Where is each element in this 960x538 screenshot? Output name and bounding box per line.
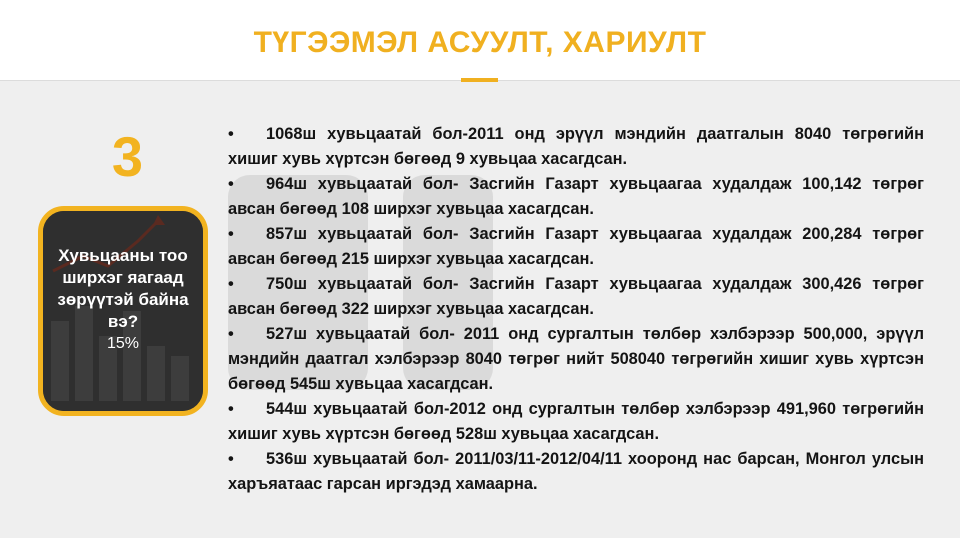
bullet-icon: • [228,325,234,343]
list-item [228,172,924,222]
bullet-icon: • [228,125,234,143]
question-card [38,206,208,416]
header-bar [0,0,960,81]
list-item [228,222,924,272]
bullet-icon: • [228,275,234,293]
answer-text: 536ш хувьцаатай бол- 2011/03/11-2012/04/11 хооронд нас барсан, Монгол улсын харъяатаас гарсан иргэдэд хамаарна. [228,450,924,493]
bullet-icon: • [228,175,234,193]
answer-text: 857ш хувьцаатай бол- Засгийн Газарт хувьцаагаа худалдаж 200,284 төгрөг авсан бөгөөд 215 ширхэг хувьцаа хасагдсан. [228,225,924,268]
list-item [228,272,924,322]
answer-list [228,122,924,497]
answer-text: 527ш хувьцаатай бол- 2011 онд сургалтын төлбөр хэлбэрээр 500,000, эрүүл мэндийн даатгал хэлбэрээр 8040 төгрөг нийт 508040 төгрөгийн хишиг хувь хүртсэн бөгөөд 545ш хувьцаа хасагдсан. [228,325,924,393]
question-text: Хувьцааны тоо ширхэг яагаад зөрүүтэй байна вэ? [57,246,189,331]
answer-text: 964ш хувьцаатай бол- Засгийн Газарт хувьцаагаа худалдаж 100,142 төгрөг авсан бөгөөд 108 ширхэг хувьцаа хасагдсан. [228,175,924,218]
answer-text: 750ш хувьцаатай бол- Засгийн Газарт хувьцаагаа худалдаж 300,426 төгрөг авсан бөгөөд 322 ширхэг хувьцаа хасагдсан. [228,275,924,318]
question-number: 3 [111,125,144,188]
page-title: ТҮГЭЭМЭЛ АСУУЛТ, ХАРИУЛТ [253,26,707,59]
bullet-icon: • [228,400,234,418]
bullet-icon: • [228,225,234,243]
question-percent: 15% [106,335,140,352]
list-item [228,397,924,447]
answer-text: 544ш хувьцаатай бол-2012 онд сургалтын төлбөр хэлбэрээр 491,960 төгрөгийн хишиг хувь хүртсэн бөгөөд 528ш хувьцаа хасагдсан. [228,400,924,443]
bullet-icon: • [228,450,234,468]
list-item [228,122,924,172]
question-text-block [43,245,203,355]
list-item [228,447,924,497]
answer-text: 1068ш хувьцаатай бол-2011 онд эрүүл мэндийн даатгалын 8040 төгрөгийн хишиг хувь хүртсэн бөгөөд 9 хувьцаа хасагдсан. [228,125,924,168]
list-item [228,322,924,397]
title-underline [461,78,498,82]
